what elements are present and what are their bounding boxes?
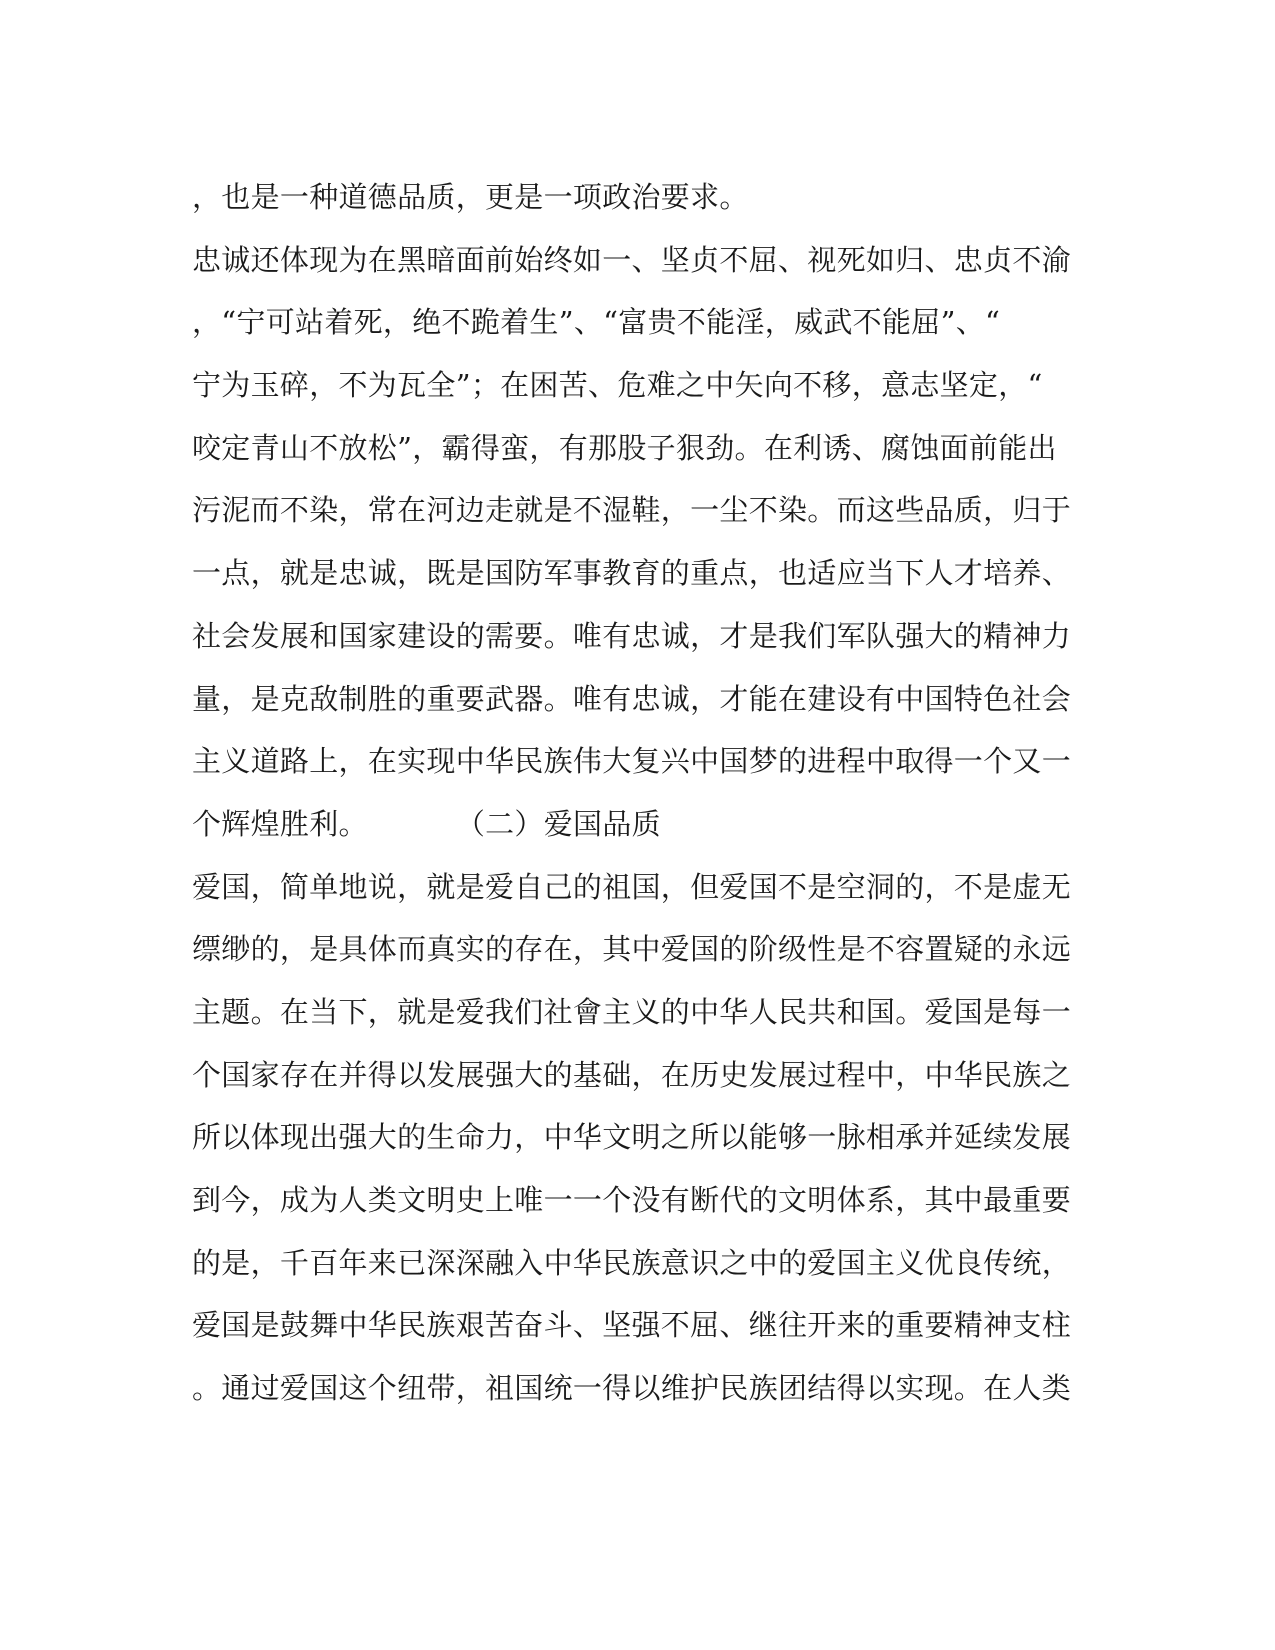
text-line: 咬定青山不放松”，霸得蛮，有那股子狠劲。在利诱、腐蚀面前能出 (192, 430, 1057, 465)
text-line: 缥缈的，是具体而真实的存在，其中爱国的阶级性是不容置疑的永远 (192, 932, 1072, 967)
text-line: 量，是克敌制胜的重要武器。唯有忠诚，才能在建设有中国特色社会 (192, 681, 1072, 716)
text-line: 个国家存在并得以发展强大的基础，在历史发展过程中，中华民族之 (192, 1057, 1072, 1092)
text-line: 主题。在当下，就是爱我们社會主义的中华人民共和国。爱国是每一 (192, 994, 1072, 1029)
text-line: 爱国是鼓舞中华民族艰苦奋斗、坚强不屈、继往开来的重要精神支柱 (192, 1308, 1072, 1343)
text-line: 忠诚还体现为在黑暗面前始终如一、坚贞不屈、视死如归、忠贞不渝 (192, 242, 1072, 277)
text-line: 一点，就是忠诚，既是国防军事教育的重点，也适应当下人才培养、 (192, 556, 1072, 591)
section-heading: （二）爱国品质 (455, 806, 661, 841)
text-line: 的是，千百年来已深深融入中华民族意识之中的爱国主义优良传统， (192, 1245, 1072, 1280)
text-line: ，“宁可站着死，绝不跪着生”、“富贵不能淫，威武不能屈”、“ (192, 305, 1001, 340)
text-line-with-heading (192, 793, 1092, 856)
text-line: 爱国，简单地说，就是爱自己的祖国，但爱国不是空洞的，不是虚无 (192, 869, 1072, 904)
text-line: 所以体现出强大的生命力，中华文明之所以能够一脉相承并延续发展 (192, 1120, 1072, 1155)
text-line: ，也是一种道德品质，更是一项政治要求。 (192, 180, 749, 214)
text-line: 社会发展和国家建设的需要。唯有忠诚，才是我们军队强大的精神力 (192, 618, 1072, 653)
text-line: 。通过爱国这个纽带，祖国统一得以维护民族团结得以实现。在人类 (192, 1371, 1072, 1406)
text-line-fragment: 个辉煌胜利。 (192, 806, 368, 841)
text-line: 主义道路上，在实现中华民族伟大复兴中国梦的进程中取得一个又一 (192, 744, 1072, 779)
text-line: 污泥而不染，常在河边走就是不湿鞋，一尘不染。而这些品质，归于 (192, 493, 1072, 528)
text-line: 宁为玉碎，不为瓦全”；在困苦、危难之中矢向不移，意志坚定，“ (192, 368, 1043, 403)
body-text (192, 166, 1092, 1420)
text-line: 到今，成为人类文明史上唯一一个没有断代的文明体系，其中最重要 (192, 1183, 1072, 1217)
